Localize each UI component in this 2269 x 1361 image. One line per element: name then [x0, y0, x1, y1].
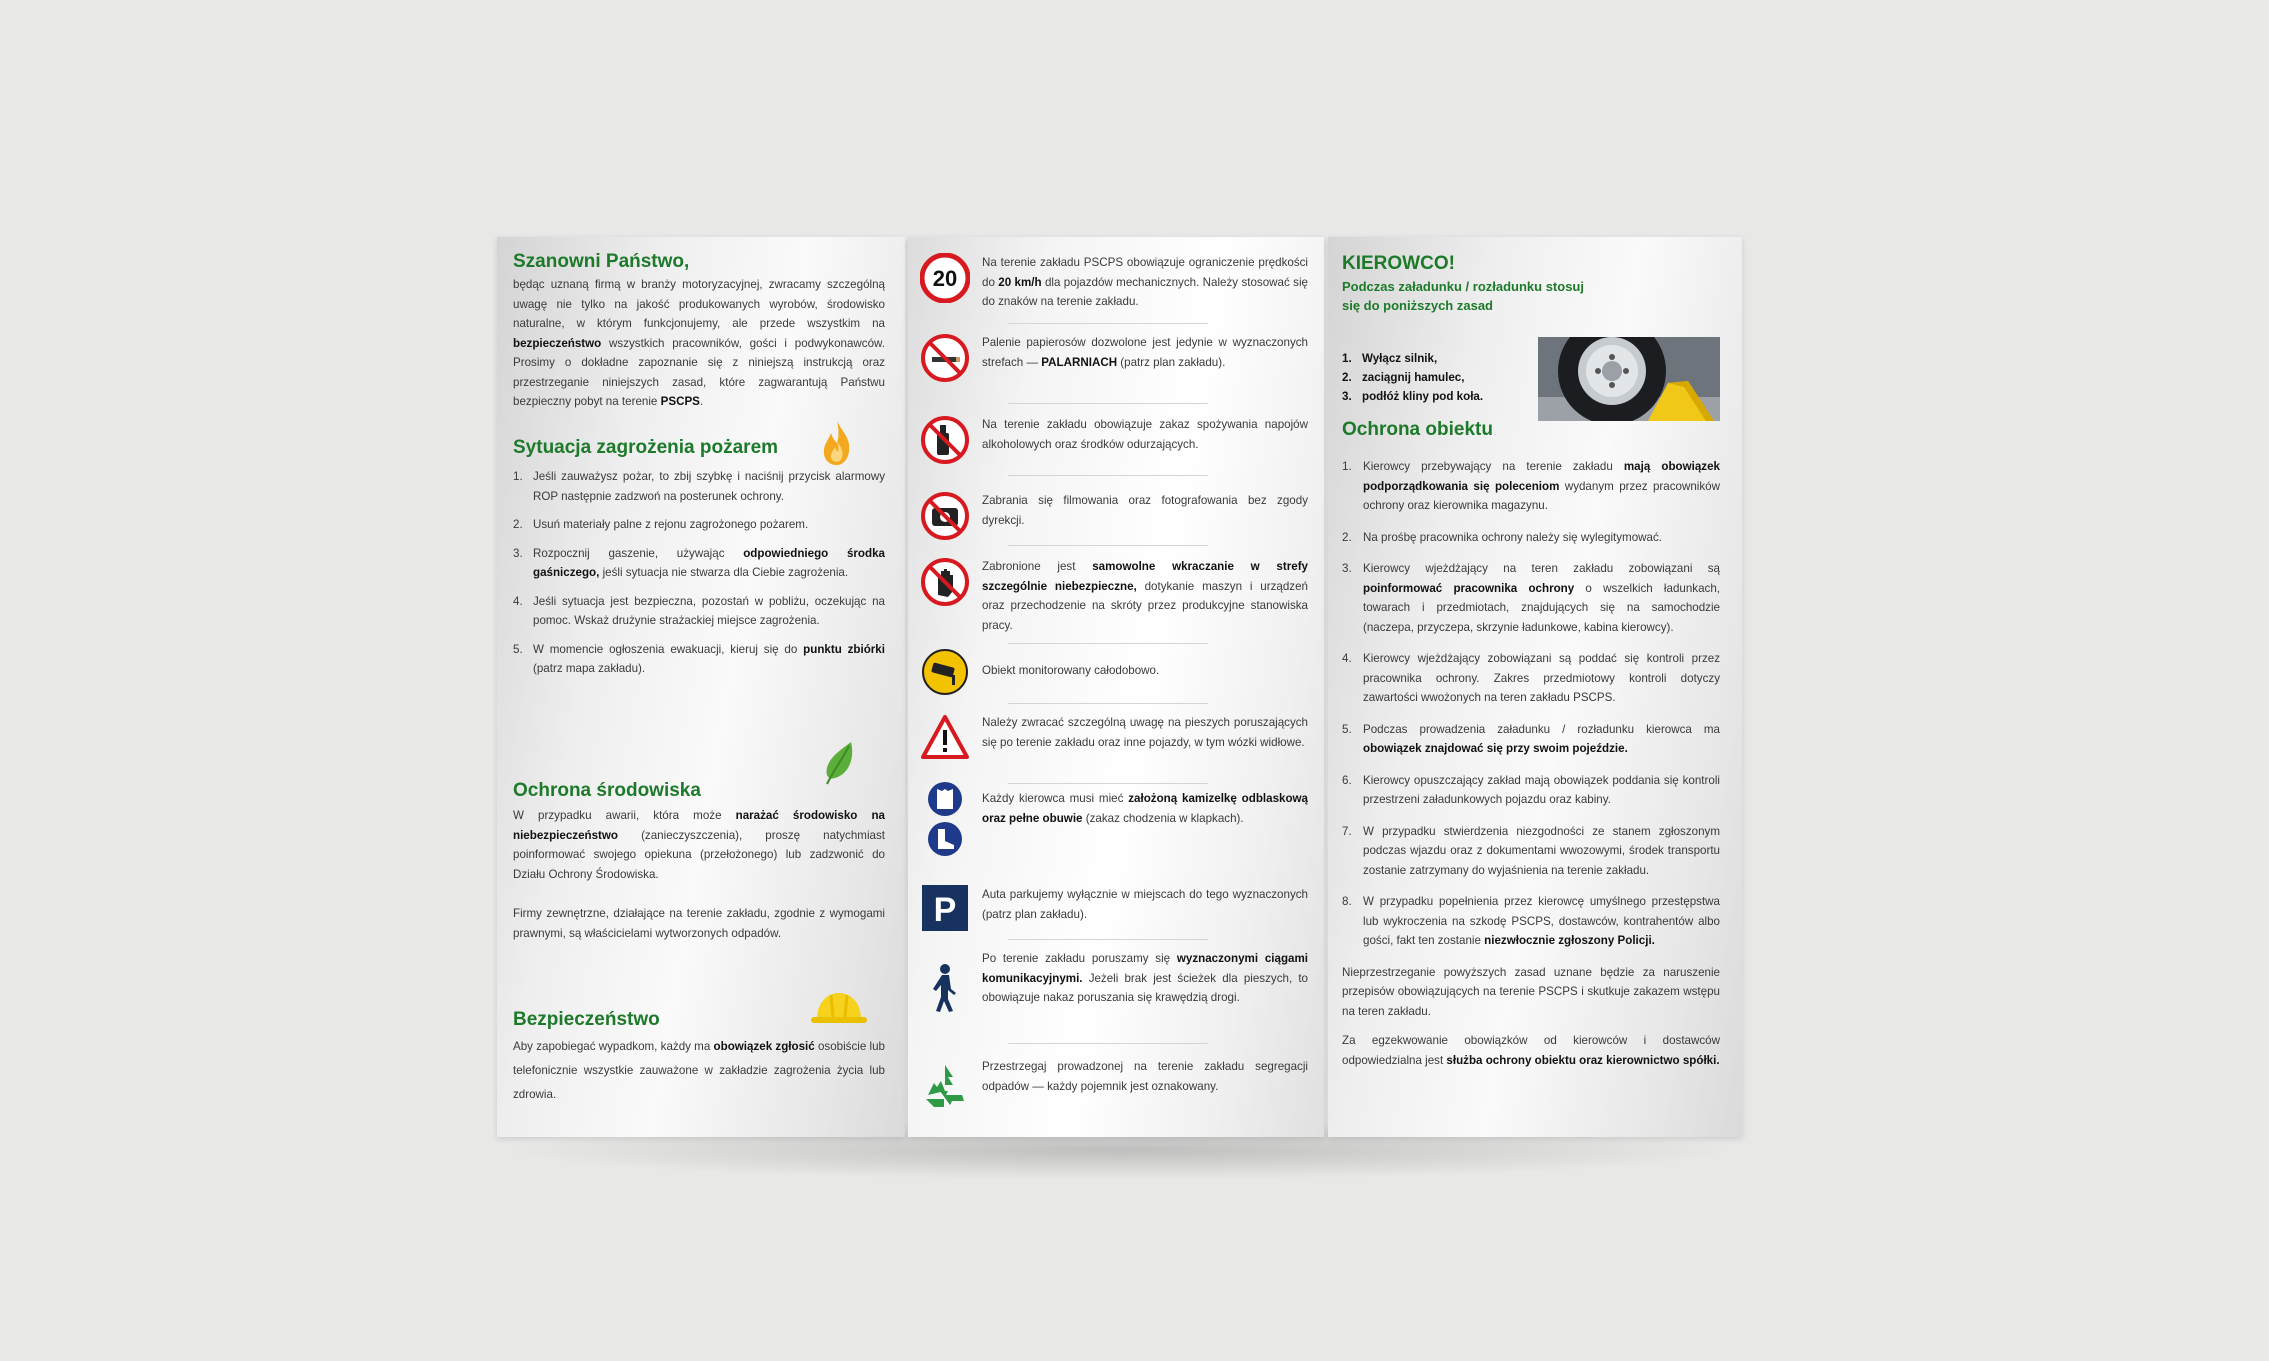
divider [1008, 1043, 1208, 1044]
driver-title: KIEROWCO! [1342, 253, 1455, 274]
text-run: Przestrzegaj prowadzonej na terenie zakładu segregacji odpadów — każdy pojemnik jest oznakowany. [982, 1060, 1308, 1093]
step-text: Wyłącz silnik, [1362, 352, 1438, 365]
divider [1008, 545, 1208, 546]
driver-step [1342, 349, 1522, 368]
environment-text-2: Firmy zewnętrzne, działające na terenie zakładu, zgodnie z wymogami prawnymi, są właścicielami wytworzonych odpadów. [513, 907, 885, 940]
rule-text [982, 253, 1308, 312]
rule-text [982, 557, 1308, 635]
list-number: 2. [513, 518, 523, 531]
text-run: Na terenie zakładu obowiązuje zakaz spożywania napojów alkoholowych oraz środków odurzających. [982, 418, 1308, 451]
parking-icon [920, 883, 970, 933]
divider [1008, 643, 1208, 644]
list-number: 5. [1342, 722, 1352, 736]
rule-text [982, 713, 1308, 752]
safety-section [513, 1009, 885, 1107]
rule-text [982, 885, 1308, 924]
bold-run: wyznaczonymi ciągami komunikacyjnymi. [982, 952, 1309, 985]
rule-row [920, 949, 1312, 1009]
bold-run: obowiązek znajdować się przy swoim pojeździe. [1363, 742, 1628, 755]
text-run: Kierowcy przebywający na terenie zakładu [1363, 460, 1624, 473]
rule-row [920, 333, 1312, 393]
text-run: Należy zwracać szczególną uwagę na pieszych poruszających się po terenie zakładu oraz inne pojazdy, w tym wózki widłowe. [982, 716, 1308, 749]
rule-row [920, 713, 1312, 773]
bold-run: obowiązek zgłosić [713, 1040, 815, 1053]
list-number: 5. [513, 642, 523, 656]
driver-steps [1342, 349, 1522, 406]
list-item [1342, 559, 1720, 637]
divider [1008, 475, 1208, 476]
trifold-brochure [497, 237, 1742, 1137]
text-run: Kierowcy wjeżdżający zobowiązani są poddać się kontroli przez pracownika ochrony. Zakres przedmiotowy kontroli dotyczy zawartości wwożonych na teren zakładu PSCPS. [1363, 652, 1720, 704]
text-run: Aby zapobiegać wypadkom, każdy ma [513, 1040, 714, 1053]
wheel-chock-photo [1538, 337, 1720, 421]
rule-row [920, 253, 1312, 313]
rule-row [920, 883, 1312, 943]
bold-run: niezwłocznie zgłoszony Policji. [1484, 934, 1655, 947]
list-item [1342, 720, 1720, 759]
speed-limit-20-icon [920, 253, 970, 303]
list-number: 7. [1342, 824, 1352, 838]
rule-text [982, 661, 1308, 681]
no-smoking-icon [920, 333, 970, 383]
fire-section [513, 437, 885, 688]
text-run: będąc uznaną firmą w branży motoryzacyjnej, zwracamy szczególną uwagę nie tylko na jakość produkowanych wyrobów, środowisko naturalne, w którym funkcjonujemy, ale przede wszystkim na [513, 278, 885, 330]
warning-triangle-icon [920, 713, 970, 763]
divider [1008, 323, 1208, 324]
text-run: . [699, 395, 704, 408]
panel-right [1328, 237, 1742, 1137]
driver-subtitle-1: Podczas załadunku / rozładunku stosuj [1342, 279, 1584, 294]
text-run: (patrz plan zakładu). [1117, 355, 1226, 369]
text-run: Zabrania się filmowania oraz fotografowania bez zgody dyrekcji. [982, 494, 1308, 527]
security-note-1: Nieprzestrzeganie powyższych zasad uznane będzie za naruszenie przepisów obowiązujących na terenie PSCPS i skutkuje zakazem wstępu na teren zakładu. [1342, 965, 1720, 1018]
text-run: Rozpocznij gaszenie, używając [533, 546, 744, 560]
no-touch-icon [920, 557, 970, 607]
list-item [1342, 822, 1720, 881]
bold-run: narażać środowisko na niebezpieczeństwo [513, 809, 886, 842]
text-run: Zabronione jest [982, 560, 1093, 573]
rule-text [982, 789, 1308, 828]
text-run: Auta parkujemy wyłącznie w miejscach do tego wyznaczonych (patrz plan zakładu). [982, 888, 1308, 921]
fire-steps-list [513, 467, 885, 679]
rule-text [982, 415, 1308, 454]
text-run: wszystkich pracowników, gości i podwykonawców. Prosimy o dokładne zapoznanie się z niniejszą instrukcją oraz przestrzeganie niniejszych zasad, które zagwarantują Państwu bezpieczny pobyt na terenie [513, 336, 885, 408]
text-run: Jeżeli brak jest ścieżek dla pieszych, to obowiązuje nakaz poruszania się krawędzią drogi. [982, 971, 1308, 1004]
safety-section-title: Bezpieczeństwo [513, 1009, 660, 1030]
step-number: 1. [1342, 352, 1352, 365]
text-run: jeśli sytuacja nie stwarza dla Ciebie zagrożenia. [599, 566, 849, 579]
hard-hat-icon [809, 989, 869, 1029]
text-run: wydanym przez pracowników ochrony oraz kierownika magazynu. [1363, 479, 1720, 512]
bold-run: PALARNIACH [1041, 355, 1118, 369]
step-number: 2. [1342, 371, 1352, 384]
text-run: (patrz mapa zakładu). [533, 662, 646, 675]
text-run: (zanieczyszczenia), proszę natychmiast poinformować swojego opiekuna (przełożonego) lub zadzwonić do Działu Ochrony Środowiska. [513, 828, 885, 881]
divider [1008, 403, 1208, 404]
text-run: Jeśli zauważysz pożar, to zbij szybkę i naciśnij przycisk alarmowy ROP następnie zadzwoń na posterunek ochrony. [533, 470, 885, 503]
security-section [1342, 419, 1720, 1070]
list-item [513, 592, 885, 631]
text-run: Po terenie zakładu poruszamy się [982, 952, 1177, 965]
greeting-section [513, 251, 885, 412]
list-number: 3. [513, 546, 523, 560]
list-number: 4. [513, 594, 523, 608]
bold-run: służba ochrony obiektu oraz kierownictwo spółki. [1446, 1053, 1720, 1067]
driver-step [1342, 368, 1522, 387]
parking-letter: P [933, 891, 957, 929]
leaf-icon [821, 740, 857, 786]
step-text: podłóż kliny pod koła. [1362, 390, 1484, 403]
greeting-title: Szanowni Państwo, [513, 251, 690, 272]
list-number: 3. [1342, 562, 1352, 575]
list-item [1342, 649, 1720, 708]
text-run: Jeśli sytuacja jest bezpieczna, pozostań w pobliżu, oczekując na pomoc. Wskaż drużynie strażackiej miejsce zagrożenia. [533, 594, 885, 627]
text-run: Podczas prowadzenia załadunku / rozładunku kierowca ma [1363, 722, 1720, 736]
text-run: W przypadku popełnienia przez kierowcę umyślnego przestępstwa lub wykroczenia na szkodę PSCPS, dostawców, kontrahentów albo gości, fakt ten zostanie [1363, 895, 1720, 947]
cctv-icon [920, 647, 970, 697]
text-run: Palenie papierosów dozwolone jest jedynie w wyznaczonych strefach — [982, 336, 1308, 369]
rule-row [920, 415, 1312, 475]
no-camera-icon [920, 491, 970, 541]
list-item [1342, 892, 1720, 951]
panel-left [497, 237, 905, 1137]
text-run: Za egzekwowanie obowiązków od kierowców i dostawców odpowiedzialna jest [1342, 1034, 1720, 1067]
rule-text [982, 491, 1308, 530]
rule-text [982, 949, 1308, 1008]
text-run: W przypadku stwierdzenia niezgodności ze stanem zgłoszonym podczas wjazdu oraz z dokumentami wwozowymi, środek transportu zostanie zatrzymany do wyjaśnienia na terenie zakładu. [1363, 824, 1720, 877]
pedestrian-icon [920, 963, 970, 1013]
list-item [513, 544, 885, 583]
divider [1008, 939, 1208, 940]
text-run: Kierowcy wjeżdżający na teren zakładu zobowiązani są [1363, 562, 1720, 575]
list-number: 1. [513, 470, 523, 483]
list-item [1342, 528, 1720, 548]
bold-run: poinformować pracownika ochrony [1363, 581, 1575, 595]
list-item [513, 515, 885, 535]
security-rules-list [1342, 457, 1720, 951]
text-run: Usuń materiały palne z rejonu zagrożonego pożarem. [533, 518, 809, 531]
security-section-title: Ochrona obiektu [1342, 419, 1493, 440]
list-number: 6. [1342, 773, 1352, 787]
fire-section-title: Sytuacja zagrożenia pożarem [513, 437, 779, 458]
driver-subtitle-2: się do poniższych zasad [1342, 298, 1493, 313]
bold-run: mają obowiązek podporządkowania się poleceniom [1363, 460, 1720, 493]
step-text: zaciągnij hamulec, [1362, 371, 1465, 384]
text-run: W przypadku awarii, która może [513, 809, 736, 822]
bold-run: PSCPS [660, 395, 700, 408]
list-item [513, 640, 885, 679]
environment-section [513, 780, 885, 943]
rule-row [920, 491, 1312, 551]
driver-section [1342, 253, 1720, 403]
bold-run: odpowiedniego środka gaśniczego, [533, 546, 885, 579]
text-run: o wszelkich ładunkach, towarach i przedmiotach, znajdujących się na samochodzie (naczepa, przyczepa, skrzynie ładunkowe, kabina kierowcy). [1363, 581, 1720, 634]
text-run: (zakaz chodzenia w klapkach). [1082, 811, 1244, 825]
safety-text [513, 1035, 885, 1107]
text-run: osobiście lub telefonicznie wszystkie zauważone w zakładzie zagrożenia życia lub zdrowia. [513, 1040, 885, 1101]
text-run: Kierowcy opuszczający zakład mają obowiązek poddania się kontroli przestrzeni załadunkowych pojazdu oraz kabiny. [1363, 773, 1720, 806]
no-alcohol-icon [920, 415, 970, 465]
text-run: W momencie ogłoszenia ewakuacji, kieruj się do [533, 642, 804, 656]
list-item [1342, 771, 1720, 810]
rule-row [920, 557, 1312, 632]
bold-run: samowolne wkraczanie w strefy szczególnie niebezpieczne, [982, 560, 1309, 593]
flame-icon [821, 419, 853, 467]
text-run: Na terenie zakładu PSCPS obowiązuje ograniczenie prędkości do [982, 256, 1308, 289]
list-item [513, 467, 885, 506]
bold-run: punktu zbiórki [803, 642, 885, 656]
text-run: Każdy kierowca musi mieć [982, 792, 1129, 805]
rule-text [982, 333, 1308, 372]
text-run: Na prośbę pracownika ochrony należy się wylegitymować. [1363, 530, 1662, 544]
list-number: 1. [1342, 460, 1352, 473]
recycling-icon [920, 1061, 970, 1111]
text-run: Obiekt monitorowany całodobowo. [982, 664, 1160, 677]
text-run: dla pojazdów mechanicznych. Należy stosować się do znaków na terenie zakładu. [982, 275, 1308, 308]
bold-run: bezpieczeństwo [513, 336, 602, 350]
panel-middle [908, 237, 1324, 1137]
environment-section-title: Ochrona środowiska [513, 780, 701, 801]
text-run: dotykanie maszyn i urządzeń oraz przechodzenie na skróty przez produkcyjne stanowiska pracy. [982, 579, 1308, 632]
greeting-text [513, 275, 885, 412]
rule-row [920, 779, 1312, 839]
bold-run: 20 km/h [998, 275, 1042, 289]
list-number: 4. [1342, 652, 1352, 665]
step-number: 3. [1342, 390, 1352, 403]
list-number: 2. [1342, 530, 1352, 544]
environment-text-1 [513, 806, 885, 884]
list-number: 8. [1342, 895, 1352, 908]
speed-limit-number: 20 [932, 266, 958, 291]
rule-text [982, 1057, 1308, 1096]
driver-step [1342, 387, 1522, 406]
safety-vest-shoes-icon [920, 779, 970, 865]
bold-run: założoną kamizelkę odblaskową oraz pełne obuwie [982, 792, 1309, 825]
rule-row [920, 647, 1312, 707]
rule-row [920, 1057, 1312, 1117]
divider [1008, 703, 1208, 704]
security-note-2 [1342, 1031, 1720, 1070]
list-item [1342, 457, 1720, 516]
